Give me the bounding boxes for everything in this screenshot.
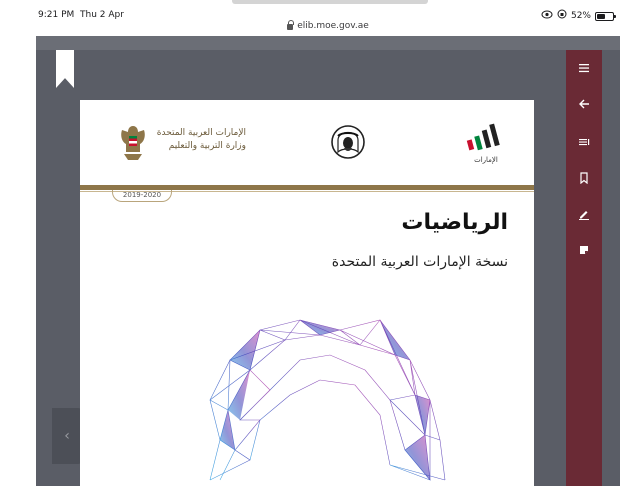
back-arrow-icon [578,98,590,110]
menu-icon [578,62,590,74]
chevron-left-icon: ‹ [64,428,70,444]
pen-icon [578,208,590,220]
status-date: Thu 2 Apr [80,10,124,20]
previous-page-button[interactable] [52,408,82,464]
book-page [80,100,534,486]
battery-percent: 52% [570,11,591,21]
lock-icon [287,24,293,30]
book-subtitle: نسخة الإمارات العربية المتحدة [331,254,508,270]
note-icon [578,244,590,256]
url-bar[interactable] [36,16,620,36]
toolbar-bookmark-button[interactable] [566,164,602,192]
list-icon [578,136,590,148]
url-text[interactable]: elib.moe.gov.ae [297,21,369,31]
right-toolbar [566,50,602,486]
uae-logo-caption: الإمارات [474,156,498,164]
viewer-top-strip [36,36,620,50]
toolbar-contents-button[interactable] [566,128,602,156]
ministry-name [116,124,246,164]
status-time: 9:21 PM [38,10,75,20]
leader-portrait-icon [330,120,366,166]
top-grabber[interactable] [232,0,428,4]
cover-network-art [190,300,450,486]
book-viewer [36,36,620,486]
book-title: الرياضيات [401,210,508,235]
ministry-line-1: الإمارات العربية المتحدة [156,128,246,138]
ministry-line-2: وزارة التربية والتعليم [168,141,246,151]
uae-brand-mark-icon [464,120,506,156]
academic-year: 2019-2020 [112,190,172,202]
toolbar-note-button[interactable] [566,236,602,264]
uae-brand-logo [464,120,506,168]
toolbar-back-button[interactable] [566,90,602,118]
toolbar-menu-button[interactable] [566,54,602,82]
bookmark-ribbon-icon[interactable] [56,50,74,88]
bookmark-icon [578,172,590,184]
toolbar-pen-button[interactable] [566,200,602,228]
